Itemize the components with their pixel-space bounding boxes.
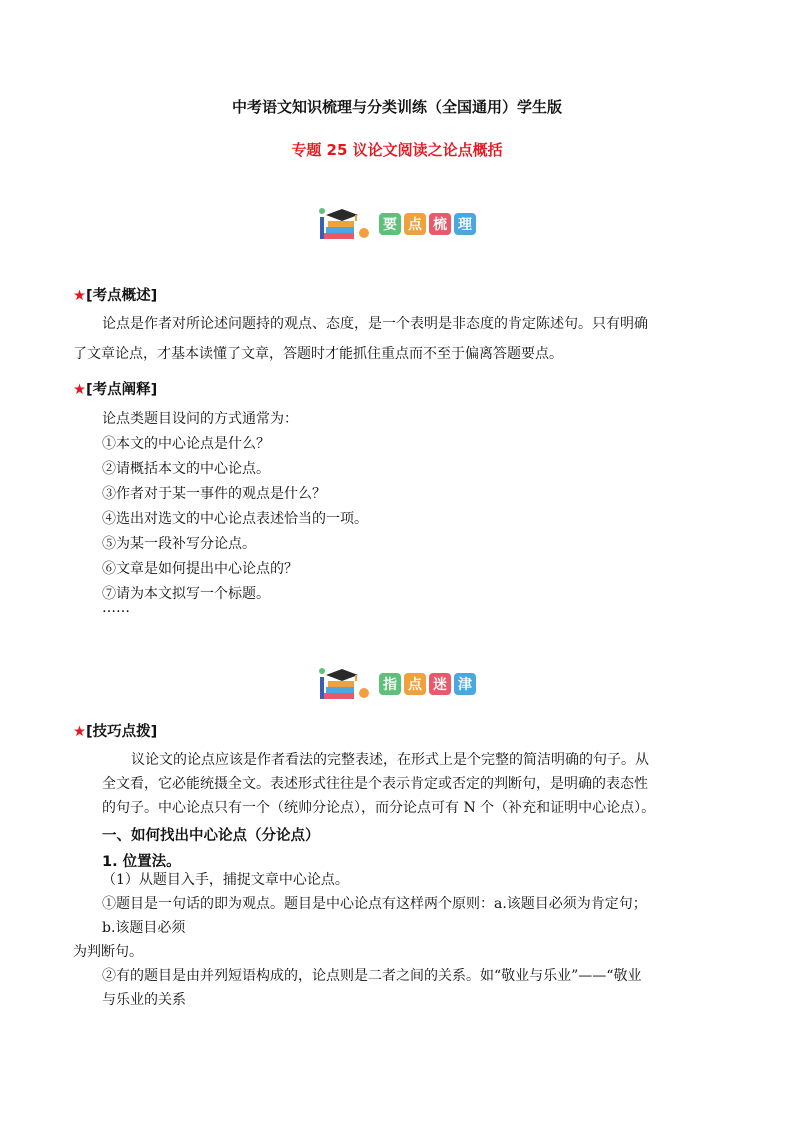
list-item: ④选出对选文的中心论点表述恰当的一项。 [102, 511, 368, 527]
paragraph-line: ①题目是一句话的即为观点。题目是中心论点有这样两个原则：a.该题目必须为肯定句； [102, 896, 647, 912]
list-item: ③作者对于某一事件的观点是什么？ [102, 486, 326, 502]
banner-guidance [0, 664, 794, 704]
list-item: ⑤为某一段补写分论点。 [102, 536, 256, 552]
section-heading-overview [73, 284, 157, 305]
star-icon: ★ [73, 382, 86, 398]
banner-key-points [0, 204, 794, 244]
subheading-position-method: 1. 位置法。 [102, 854, 181, 870]
star-icon: ★ [73, 288, 86, 304]
banner-tile: 指 [379, 673, 401, 695]
paragraph-line: （1）从题目入手，捕捉文章中心论点。 [102, 872, 349, 888]
list-intro: 论点类题目设问的方式通常为： [102, 411, 298, 427]
paragraph-line: 为判断句。 [73, 944, 143, 960]
paragraph-line: b.该题目必须 [102, 920, 186, 936]
document-title: 中考语文知识梳理与分类训练（全国通用）学生版 [231, 98, 562, 116]
list-item: ①本文的中心论点是什么？ [102, 436, 270, 452]
banner-tile: 要 [379, 213, 401, 235]
star-icon: ★ [73, 724, 86, 740]
section-heading-text: [考点概述] [86, 288, 158, 304]
paragraph-line: 论点是作者对所论述问题持的观点、态度，是一个表明是非态度的肯定陈述句。只有明确 [102, 316, 648, 332]
section-heading-text: [考点阐释] [86, 382, 158, 398]
list-item: ⑥文章是如何提出中心论点的？ [102, 561, 298, 577]
paragraph-line: 的句子。中心论点只有一个（统帅分论点），而分论点可有 N 个（补充和证明中心论点）。 [102, 800, 656, 816]
books-graduation-icon [318, 205, 372, 243]
section-heading-explain [73, 378, 157, 399]
banner-tile: 点 [404, 213, 426, 235]
books-graduation-icon [318, 665, 372, 703]
list-item: …… [102, 600, 130, 616]
subheading-find-thesis: 一、如何找出中心论点（分论点） [102, 828, 320, 844]
banner-tile: 迷 [429, 673, 451, 695]
paragraph-line: ②有的题目是由并列短语构成的，论点则是二者之间的关系。如“敬业与乐业”——“敬业 [102, 968, 642, 984]
paragraph-line: 与乐业的关系 [102, 992, 186, 1008]
paragraph-line: 全文看，它必能统摄全文。表述形式往往是个表示肯定或否定的判断句，是明确的表态性 [102, 776, 648, 792]
document-subtitle: 专题 25 议论文阅读之论点概括 [291, 141, 503, 159]
paragraph-line: 了文章论点，才基本读懂了文章，答题时才能抓住重点而不至于偏离答题要点。 [73, 346, 563, 362]
list-item: ⑦请为本文拟写一个标题。 [102, 586, 270, 602]
banner-tile: 点 [404, 673, 426, 695]
section-heading-tips [73, 720, 157, 741]
banner-tile: 津 [454, 673, 476, 695]
list-item: ②请概括本文的中心论点。 [102, 461, 270, 477]
banner-tile: 理 [454, 213, 476, 235]
banner-tile: 梳 [429, 213, 451, 235]
paragraph-line: 议论文的论点应该是作者看法的完整表述，在形式上是个完整的简洁明确的句子。从 [131, 752, 649, 768]
section-heading-text: [技巧点拨] [86, 724, 158, 740]
